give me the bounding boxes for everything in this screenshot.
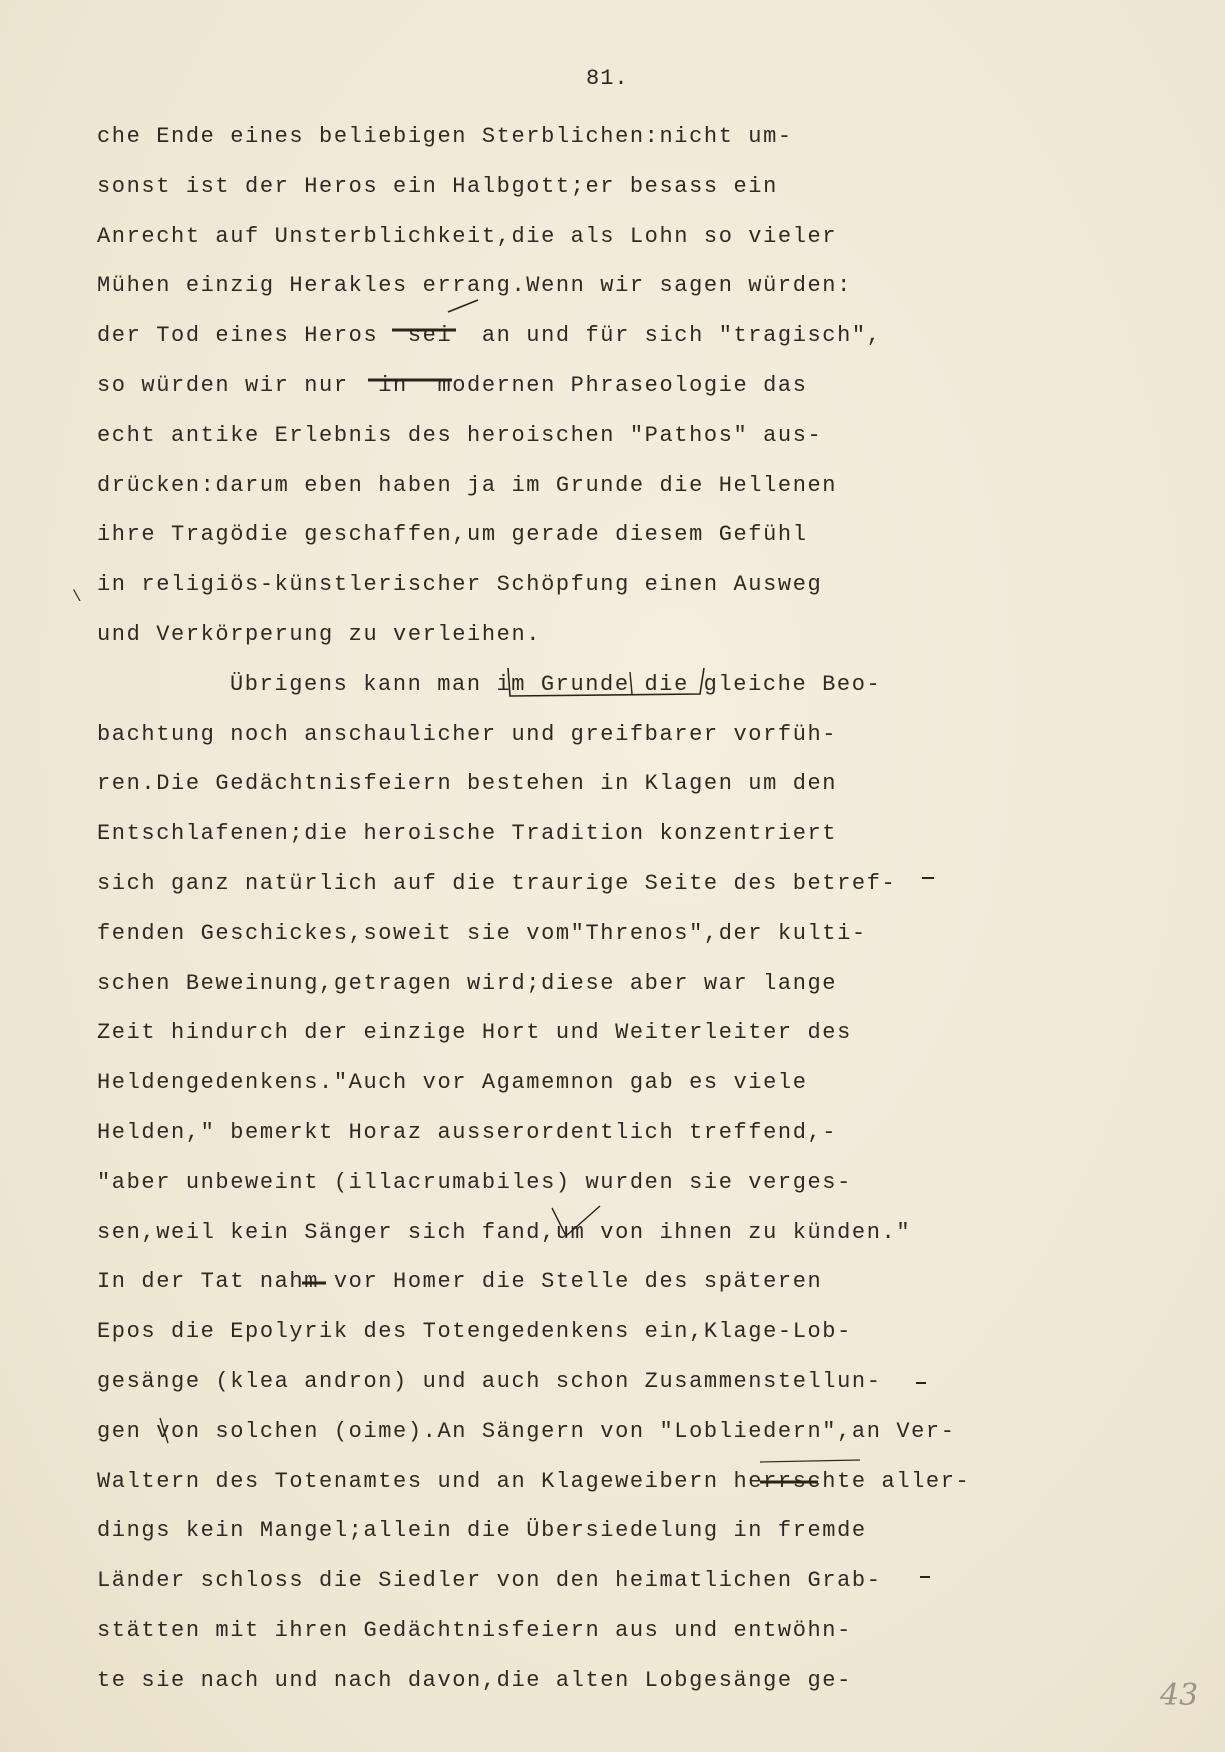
- text-line: dings kein Mangel;allein die Übersiedelung in fremde: [97, 1518, 867, 1544]
- text-line: gesänge (klea andron) und auch schon Zusammenstellun-: [97, 1368, 882, 1394]
- text-line: und Verkörperung zu verleihen.: [97, 621, 542, 647]
- text-line: sen,weil kein Sänger sich fand,um von ihnen zu künden.": [97, 1219, 912, 1245]
- text-line: sonst ist der Heros ein Halbgott;er besass ein: [97, 173, 778, 199]
- text-line: "aber unbeweint (illacrumabiles) wurden sie verges-: [97, 1169, 852, 1195]
- paragraph-start-line: Übrigens kann man im Grunde die gleiche Beo-: [230, 671, 882, 697]
- text-line: te sie nach und nach davon,die alten Lobgesänge ge-: [97, 1667, 852, 1693]
- text-line: Länder schloss die Siedler von den heimatlichen Grab-: [97, 1568, 882, 1594]
- text-line: In der Tat nahm vor Homer die Stelle des späteren: [97, 1269, 823, 1295]
- margin-mark-icon: \: [72, 588, 82, 606]
- text-line: Epos die Epolyrik des Totengedenkens ein,Klage-Lob-: [97, 1319, 852, 1345]
- text-line: drücken:darum eben haben ja im Grunde die Hellenen: [97, 472, 838, 498]
- text-line: Waltern des Totenamtes und an Klageweibern herrschte aller-: [97, 1468, 971, 1494]
- text-line: sich ganz natürlich auf die traurige Seite des betref-: [97, 870, 897, 896]
- text-line: echt antike Erlebnis des heroischen "Pathos" aus-: [97, 422, 823, 448]
- archive-number: 43: [1160, 1678, 1199, 1713]
- typescript-body: [97, 112, 1097, 1706]
- text-line: Heldengedenkens."Auch vor Agamemnon gab es viele: [97, 1070, 808, 1096]
- text-line: ren.Die Gedächtnisfeiern bestehen in Klagen um den: [97, 771, 838, 797]
- text-line: Helden," bemerkt Horaz ausserordentlich treffend,-: [97, 1119, 838, 1145]
- text-line: gen von solchen (oime).An Sängern von "Lobliedern",an Ver-: [97, 1418, 956, 1444]
- text-line: bachtung noch anschaulicher und greifbarer vorfüh-: [97, 721, 838, 747]
- text-line: in religiös-künstlerischer Schöpfung einen Ausweg: [97, 572, 823, 598]
- text-line: che Ende eines beliebigen Sterblichen:nicht um-: [97, 124, 793, 149]
- text-line: Mühen einzig Herakles errang.Wenn wir sagen würden:: [97, 273, 852, 299]
- text-line: schen Beweinung,getragen wird;diese aber war lange: [97, 970, 838, 996]
- text-line: ihre Tragödie geschaffen,um gerade diesem Gefühl: [97, 522, 808, 548]
- text-line: fenden Geschickes,soweit sie vom"Threnos",der kulti-: [97, 920, 867, 946]
- text-line: der Tod eines Heros sei an und für sich "tragisch",: [97, 323, 882, 349]
- text-line: so würden wir nur in modernen Phraseologie das: [97, 372, 808, 398]
- text-line: stätten mit ihren Gedächtnisfeiern aus und entwöhn-: [97, 1617, 852, 1643]
- text-line: Zeit hindurch der einzige Hort und Weiterleiter des: [97, 1020, 852, 1046]
- page-number: 81.: [586, 66, 629, 91]
- text-line: Entschlafenen;die heroische Tradition konzentriert: [97, 821, 838, 847]
- text-line: Anrecht auf Unsterblichkeit,die als Lohn so vieler: [97, 223, 838, 249]
